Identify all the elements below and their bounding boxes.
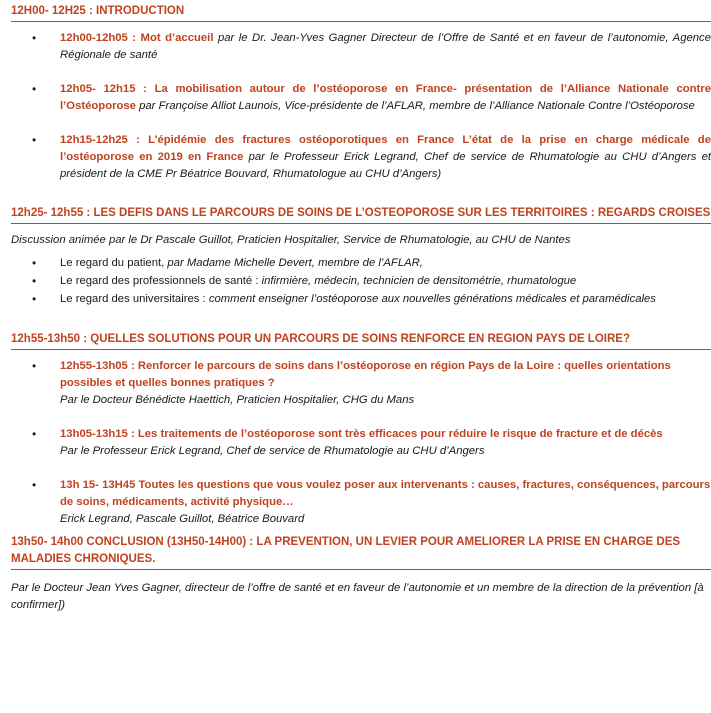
bullet-icon: • [32, 82, 37, 96]
item-detail: comment enseigner l’ostéoporose aux nouvelles générations médicales et paramédicales [208, 293, 656, 305]
talk-title: 12h15-12h25 : L’épidémie des fractures ostéoporotiques en France L’état de la prise en charge médicale de l’ostéoporose en 2019 en France [60, 134, 711, 163]
list-item [11, 273, 711, 290]
discussion-moderator: Discussion animée par le Dr Pascale Guillot, Praticien Hospitalier, Service de Rhumatologie, au CHU de Nantes [11, 234, 571, 246]
item-text: Le regard des professionnels de santé : [60, 275, 262, 287]
talk-speaker: par le Dr. Jean-Yves Gagner Directeur de l’Offre de Santé et en faveur de l’autonomie, Agence Régionale de santé [60, 32, 711, 61]
talk-title: 12h55-13h05 : Renforcer le parcours de soins dans l’ostéoporose en région Pays de la Loire : quelles orientations possibles et quelles bonnes pratiques ? [60, 360, 671, 389]
bullet-icon: • [32, 478, 37, 492]
list-item [11, 81, 711, 115]
talk-speaker: par Françoise Alliot Launois, Vice-présidente de l’AFLAR, membre de l’Alliance Nationale Contre l’Ostéoporose [135, 100, 695, 112]
talk-speaker: Par le Professeur Erick Legrand, Chef de service de Rhumatologie au CHU d’Angers [60, 445, 485, 457]
introduction-list [11, 30, 711, 183]
bullet-icon: • [32, 256, 37, 270]
bullet-icon: • [32, 31, 37, 45]
list-item [11, 358, 711, 409]
talk-speaker: Erick Legrand, Pascale Guillot, Béatrice Bouvard [60, 513, 305, 525]
section-title-defis: 12h25- 12h55 : LES DEFIS DANS LE PARCOURS DE SOINS DE L’OSTEOPOROSE SUR LES TERRITOIRES : REGARDS CROISES [11, 205, 711, 224]
talk-speaker: Par le Docteur Bénédicte Haettich, Praticien Hospitalier, CHG du Mans [60, 394, 415, 406]
talk-title: 12h00-12h05 : Mot d’accueil [60, 32, 214, 44]
bullet-icon: • [32, 359, 37, 373]
item-detail: par Madame Michelle Devert, membre de l’AFLAR, [167, 257, 423, 269]
solutions-list [11, 358, 711, 528]
item-text: Le regard du patient, [60, 257, 168, 269]
list-item [11, 291, 711, 308]
bullet-icon: • [32, 274, 37, 288]
item-detail: infirmière, médecin, technicien de densitométrie, rhumatologue [261, 275, 577, 287]
item-text: Le regard des universitaires : [60, 293, 209, 305]
bullet-icon: • [32, 133, 37, 147]
section-title-solutions: 12h55-13h50 : QUELLES SOLUTIONS POUR UN PARCOURS DE SOINS RENFORCE EN REGION PAYS DE LOIRE? [11, 331, 711, 350]
talk-speaker: par le Professeur Erick Legrand, Chef de service de Rhumatologie au CHU d’Angers et président de la CME Pr Béatrice Bouvard, Rhumatologue au CHU d’Angers) [60, 151, 711, 180]
bullet-icon: • [32, 427, 37, 441]
list-item [11, 477, 711, 528]
section-title-conclusion: 13h50- 14h00 CONCLUSION (13H50-14H00) : LA PREVENTION, UN LEVIER POUR AMELIORER LA PRISE EN CHARGE DES MALADIES CHRONIQUES. [11, 534, 711, 570]
regards-list [11, 255, 711, 308]
talk-title: 12h05- 12h15 : La mobilisation autour de l’ostéoporose en France- présentation de l’Alliance Nationale contre l’Ostéoporose [60, 83, 711, 112]
talk-title: 13h 15- 13H45 Toutes les questions que vous voulez poser aux intervenants : causes, fractures, conséquences, parcours de soins, médicaments, activité physique… [60, 479, 711, 508]
section-title-introduction: 12H00- 12H25 : INTRODUCTION [11, 3, 711, 22]
list-item [11, 132, 711, 183]
list-item [11, 30, 711, 64]
conclusion-speaker: Par le Docteur Jean Yves Gagner, directeur de l’offre de santé et en faveur de l’autonomie et un membre de la direction de la prévention [à confirmer]) [11, 582, 704, 611]
list-item [11, 426, 711, 460]
list-item [11, 255, 711, 272]
bullet-icon: • [32, 292, 37, 306]
talk-title: 13h05-13h15 : Les traitements de l’ostéoporose sont très efficaces pour réduire le risque de fracture et de décès [60, 428, 663, 440]
